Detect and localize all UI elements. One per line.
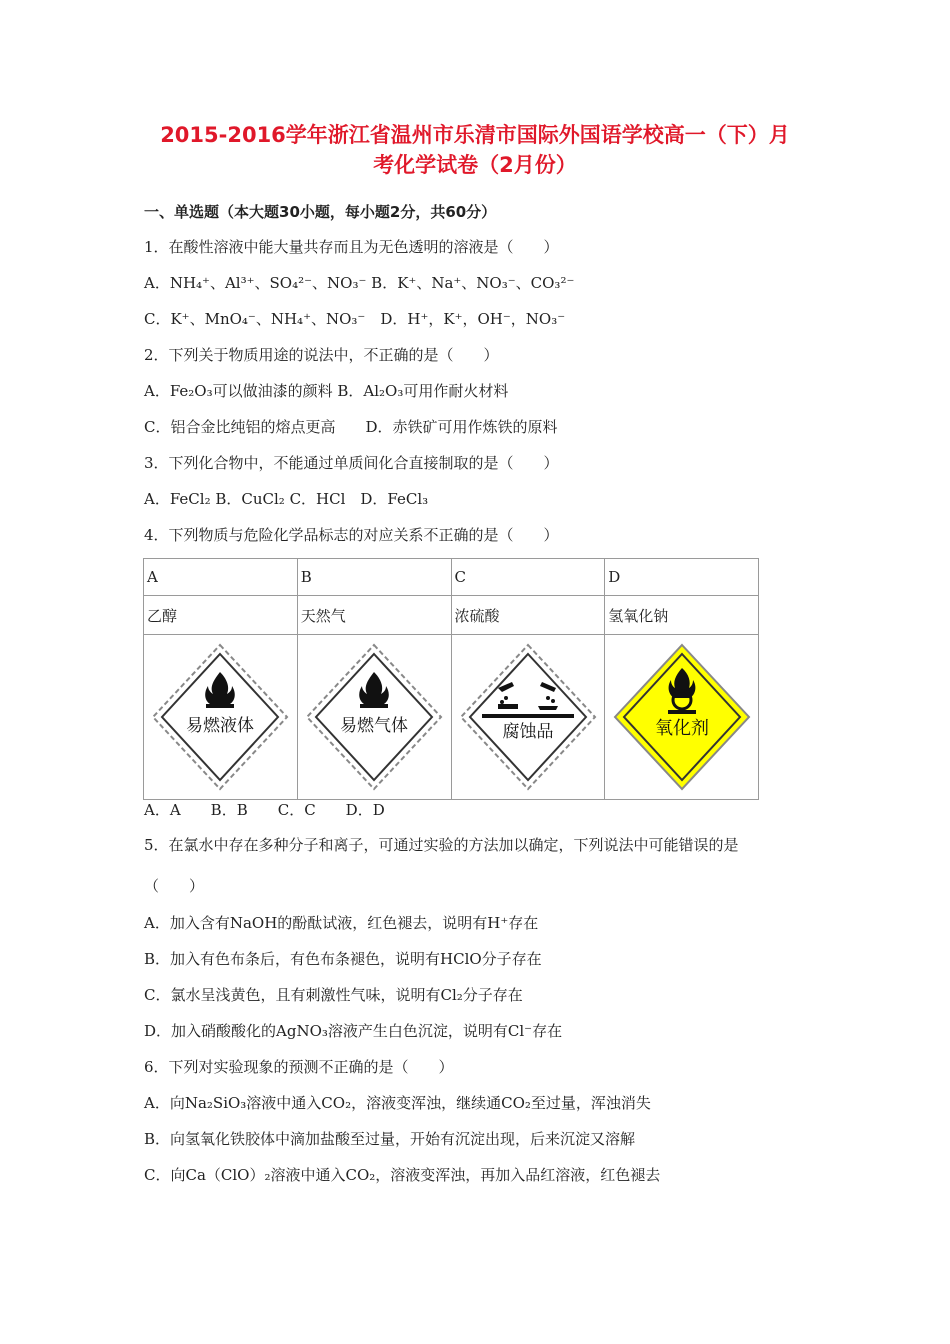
flammable-liquid-sign	[150, 642, 290, 792]
q5-stem: 5．在氯水中存在多种分子和离子，可通过实验的方法加以确定，下列说法中可能错误的是	[144, 836, 739, 854]
table-cell: 乙醇	[144, 596, 298, 635]
table-row-letters	[144, 559, 759, 596]
q6-option-a: A．向Na₂SiO₃溶液中通入CO₂，溶液变浑浊，继续通CO₂至过量，浑浊消失	[144, 1094, 651, 1112]
table-cell	[605, 635, 759, 800]
table-cell: 浓硫酸	[451, 596, 605, 635]
section-heading: 一、单选题（本大题30小题，每小题2分，共60分）	[144, 203, 497, 221]
sign-label: 腐蚀品	[502, 722, 554, 742]
sign-label: 氧化剂	[654, 718, 709, 739]
q1-stem: 1．在酸性溶液中能大量共存而且为无色透明的溶液是（ ）	[144, 238, 559, 256]
q5-option-b: B．加入有色布条后，有色布条褪色，说明有HClO分子存在	[144, 950, 542, 968]
table-cell: D	[605, 559, 759, 596]
table-cell: A	[144, 559, 298, 596]
q3-stem: 3．下列化合物中，不能通过单质间化合直接制取的是（ ）	[144, 454, 559, 472]
sign-label: 易燃液体	[186, 716, 255, 736]
q4-stem: 4．下列物质与危险化学品标志的对应关系不正确的是（ ）	[144, 526, 559, 544]
exam-title	[130, 120, 820, 180]
q6-option-c: C．向Ca（ClO）₂溶液中通入CO₂，溶液变浑浊，再加入品红溶液，红色褪去	[144, 1166, 661, 1184]
q3-options: A．FeCl₂ B．CuCl₂ C．HCl D．FeCl₃	[144, 490, 429, 508]
sign-label: 易燃气体	[340, 716, 409, 736]
q6-option-b: B．向氢氧化铁胶体中滴加盐酸至过量，开始有沉淀出现，后来沉淀又溶解	[144, 1130, 636, 1148]
table-cell: B	[297, 559, 451, 596]
hazard-table	[143, 558, 759, 800]
q2-stem: 2．下列关于物质用途的说法中，不正确的是（ ）	[144, 346, 499, 364]
q4-options: A．A B．B C．C D．D	[144, 801, 385, 819]
table-cell	[297, 635, 451, 800]
q5-option-a: A．加入含有NaOH的酚酞试液，红色褪去，说明有H⁺存在	[144, 914, 539, 932]
q5-option-c: C．氯水呈浅黄色，且有刺激性气味，说明有Cl₂分子存在	[144, 986, 523, 1004]
table-cell: C	[451, 559, 605, 596]
flammable-gas-sign	[304, 642, 444, 792]
title-line-2: 考化学试卷（2月份）	[373, 153, 577, 177]
table-row-signs	[144, 635, 759, 800]
table-cell: 氢氧化钠	[605, 596, 759, 635]
q2-options-cd: C．铝合金比纯铝的熔点更高 D．赤铁矿可用作炼铁的原料	[144, 418, 558, 436]
corrosive-sign	[458, 642, 598, 792]
q5-option-d: D．加入硝酸酸化的AgNO₃溶液产生白色沉淀，说明有Cl⁻存在	[144, 1022, 563, 1040]
q1-options-cd: C．K⁺、MnO₄⁻、NH₄⁺、NO₃⁻ D．H⁺，K⁺，OH⁻，NO₃⁻	[144, 310, 566, 328]
q2-options-ab: A．Fe₂O₃可以做油漆的颜料 B．Al₂O₃可用作耐火材料	[144, 382, 509, 400]
table-cell	[451, 635, 605, 800]
table-cell: 天然气	[297, 596, 451, 635]
q1-options-ab: A．NH₄⁺、Al³⁺、SO₄²⁻、NO₃⁻ B．K⁺、Na⁺、NO₃⁻、CO₃²⁻	[144, 274, 575, 292]
q6-stem: 6．下列对实验现象的预测不正确的是（ ）	[144, 1058, 454, 1076]
q5-stem-tail: （ ）	[144, 877, 205, 895]
oxidizer-sign	[612, 642, 752, 792]
table-row-substances	[144, 596, 759, 635]
title-line-1: 2015-2016学年浙江省温州市乐清市国际外国语学校高一（下）月	[160, 123, 790, 147]
table-cell	[144, 635, 298, 800]
